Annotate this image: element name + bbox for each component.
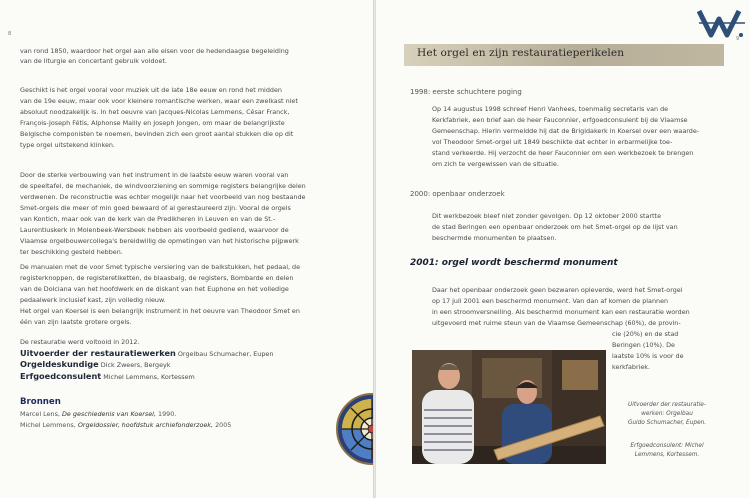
caption-line: werken: Orgelbau (641, 411, 693, 417)
section-2001-line: uitgevoerd met ruime steun van de Vlaamse Gemeenschap (60%), de provin- (432, 319, 681, 327)
section-1998-line: vol Theodoor Smet-orgel uit 1849 beschikte dat echter in erbarmelijke toe- (432, 138, 673, 146)
subsection-title: 2000: openbaar onderzoek (410, 190, 505, 198)
source-item (20, 409, 176, 419)
para1-line: van de 19e eeuw, maar ook voor kleinere romantische werken, waar een zwelkast niet (20, 97, 298, 105)
para2-line: Vlaamse orgelbouwercollega's bereidwillig de opmetingen van het historische pijpwerk (20, 237, 299, 245)
section-2001-tail: kerkfabriek. (612, 363, 651, 371)
section-2001-line: in een stroomversnelling. Als beschermd monument kan een restauratie worden (432, 308, 690, 316)
source-item (20, 420, 231, 430)
para1-line: absoluut noodzakelijk is. In het oeuvre van Jacques-Nicolas Lemmens, César Franck, (20, 108, 290, 116)
sources-heading: Bronnen (20, 397, 61, 407)
credit-label: Uitvoerder der restauratiewerken (20, 347, 176, 358)
page-number-right: 9 (736, 36, 740, 42)
source-year: 2005 (215, 421, 232, 429)
section-1998-line: stand verkeerde. Hij verzocht de heer Fauconnier om een werkbezoek te brengen (432, 149, 694, 157)
caption-line: Uitvoerder der restauratie- (628, 402, 706, 408)
para1-line: Geschikt is het orgel vooral voor muziek uit de late 18e eeuw en rond het midden (20, 86, 282, 94)
credit-label: Erfgoedconsulent (20, 370, 102, 381)
credit-row (20, 348, 320, 360)
para3-line: De manualen met de voor Smet typische versiering van de balkstukken, het pedaal, de (20, 263, 301, 271)
credit-label: Orgeldeskundige (20, 359, 99, 370)
page-number-left: 8 (8, 31, 12, 37)
section-2001-tail: Beringen (10%). De (612, 341, 675, 349)
credit-value: Orgelbau Schumacher, Eupen (177, 349, 274, 358)
section-2001-tail: cie (20%) en de stad (612, 330, 679, 338)
para3-line: van de Dolciana van het hoofdwerk en de diskant van het Euphone en het volledige (20, 285, 289, 293)
para3-line: één van zijn laatste grotere orgels. (20, 318, 132, 326)
section-1998-line: om zich te vergewissen van de situatie. (432, 160, 559, 168)
ornament-logo-icon (697, 5, 747, 39)
para1-line: François-Joseph Fétis, Alphonse Mailly en Joseph Jongen, om maar de belangrijkste (20, 119, 285, 127)
para2-line: Door de sterke verbouwing van het instrument in de laatste eeuw waren vooral van (20, 171, 289, 179)
source-title: Orgeldossier, hoofdstuk archiefonderzoek, (77, 421, 214, 429)
para3-line: Het orgel van Koersel is een belangrijk instrument in het oeuvre van Theodoor Smet en (20, 307, 300, 315)
para2-line: verdwenen. De reconstructie was echter mogelijk naar het voorbeeld van nog bestaande (20, 193, 306, 201)
photo-two-men-with-organ-part (412, 350, 606, 464)
credit-value: Dick Zweers, Bergeyk (100, 361, 171, 370)
photo-caption-consultant (611, 442, 723, 460)
para1-line: Belgische componisten te noemen, bevinden zich een groot aantal stukken die op dit (20, 130, 294, 138)
source-author: Michel Lemmens, (20, 421, 76, 429)
intro-line-1: van rond 1850, waardoor het orgel aan alle eisen voor de hedendaagse begeleiding (20, 47, 289, 55)
para1-line: type orgel uitstekend klinken. (20, 141, 115, 149)
left-page (0, 0, 373, 498)
credit-value: Michel Lemmens, Kortessem (103, 372, 195, 381)
credits-intro: De restauratie werd voltooid in 2012. (20, 338, 140, 346)
section-2000-line: de stad Beringen een openbaar onderzoek om het Smet-orgel op de lijst van (432, 223, 678, 231)
stained-glass-rosette-icon (335, 392, 373, 466)
heading-2001: 2001: orgel wordt beschermd monument (410, 258, 618, 268)
section-2001-line: Daar het openbaar onderzoek geen bezwaren opleverde, werd het Smet-orgel (432, 286, 683, 294)
caption-line: Guido Schumacher, Eupen. (627, 420, 707, 426)
para2-line: van Kontich, maar ook van de kerk van de Predikheren in Leuven en van de St.- (20, 215, 276, 223)
section-1998-line: Op 14 augustus 1998 schreef Henri Vanhees, toenmalig secretaris van de (432, 105, 669, 113)
source-author: Marcel Lens, (20, 410, 60, 418)
photo-caption-builder (611, 401, 723, 428)
para2-line: Smet-orgels die meer of min goed bewaard of al gerestaureerd zijn. Vooral de orgels (20, 204, 291, 212)
intro-line-2: van de liturgie en concertant gebruik voldoet. (20, 57, 167, 65)
credit-row (20, 371, 320, 383)
section-2001-line: op 17 juli 2001 een beschermd monument. Van dan af komen de plannen (432, 297, 669, 305)
section-2001-tail: laatste 10% is voor de (612, 352, 684, 360)
source-title: De geschiedenis van Koersel, (62, 410, 156, 418)
para3-line: registerknoppen, de registeretiketten, de blaasbalg, de registers, Bombarde en delen (20, 274, 294, 282)
para2-line: de speeltafel, de mechaniek, de windvoorziening en sommige registers belangrijke delen (20, 182, 306, 190)
para2-line: ter beschikking gesteld hebben. (20, 248, 123, 256)
section-2000-line: Dit werkbezoek bleef niet zonder gevolgen. Op 12 oktober 2000 startte (432, 212, 661, 220)
para3-line: pedaalwerk inclusief kast, zijn volledig nieuw. (20, 296, 166, 304)
credits-block (20, 337, 320, 382)
credit-row (20, 359, 320, 371)
section-1998-line: Kerkfabriek, een brief aan de heer Fauconnier, erfgoedconsulent bij de Vlaamse (432, 116, 688, 124)
section-2000-line: beschermde monumenten te plaatsen. (432, 234, 557, 242)
subsection-title: 1998: eerste schuchtere poging (410, 88, 522, 96)
source-year: 1990. (158, 410, 177, 418)
section-title: Het orgel en zijn restauratieperikelen (417, 47, 625, 59)
section-title-banner (404, 44, 724, 66)
para2-line: Laurentiuskerk in Molenbeek-Wersbeek hebben als voorbeeld gediend, waarvoor de (20, 226, 289, 234)
caption-line: Erfgoedconsulent: Michel (630, 443, 704, 449)
caption-line: Lemmens, Kortessem. (634, 452, 700, 458)
section-1998-line: Gemeenschap. Hierin vermeldde hij dat de Brigidakerk in Koersel over een waarde- (432, 127, 700, 135)
